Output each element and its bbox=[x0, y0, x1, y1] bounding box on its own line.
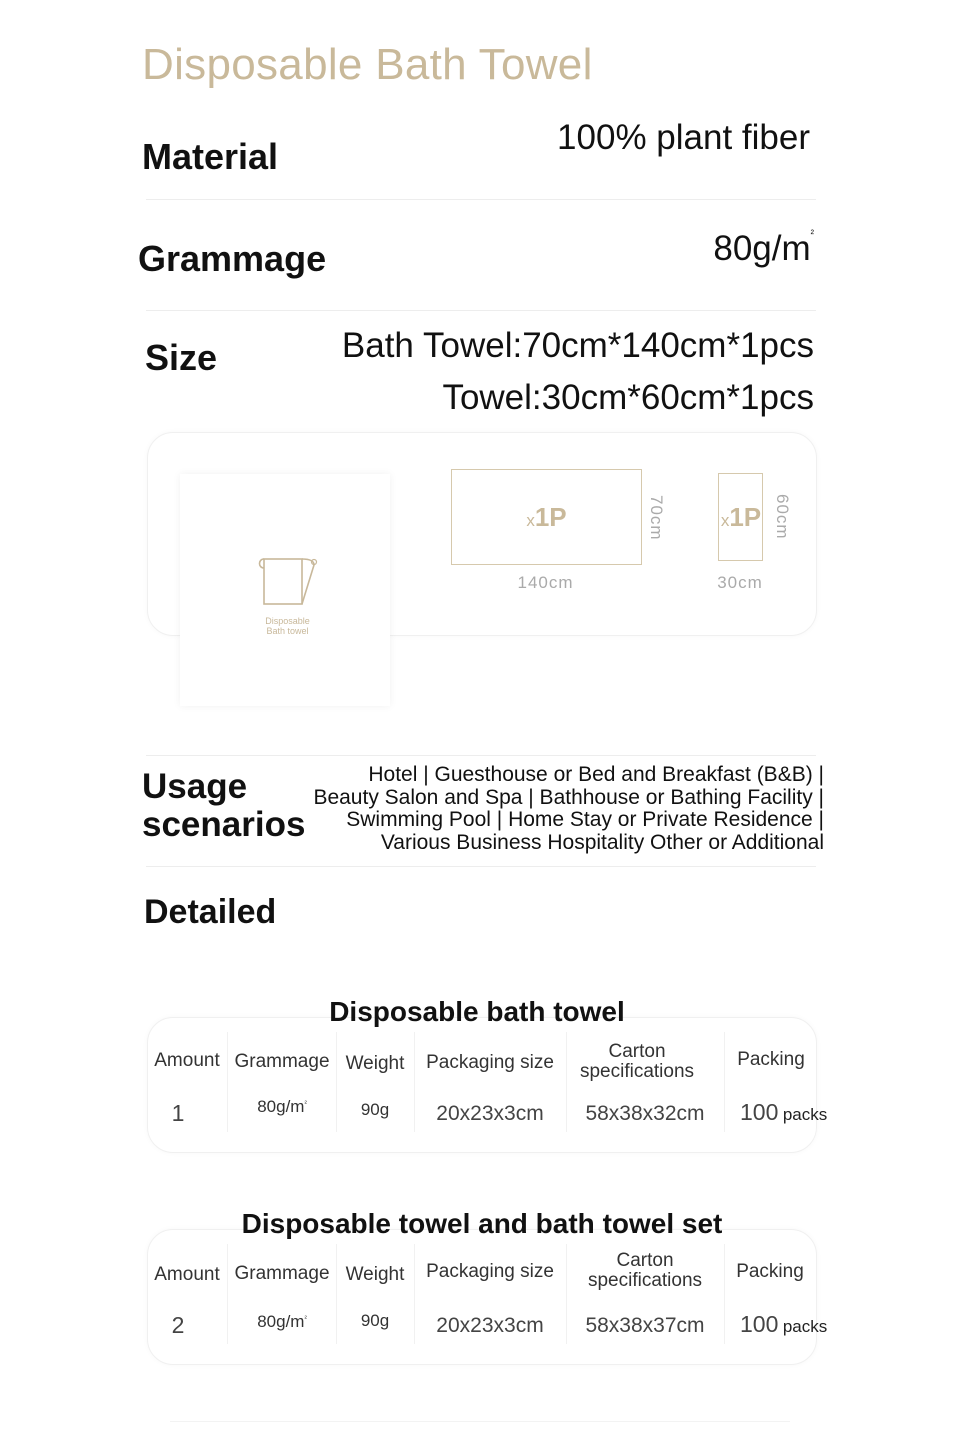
towel-icon bbox=[258, 554, 318, 606]
bath-towel-dimension-box bbox=[451, 469, 642, 565]
grammage-value: $80g/m^{^2}$ bbox=[713, 229, 814, 268]
header-weight: Weight bbox=[345, 1053, 405, 1074]
divider bbox=[146, 755, 816, 756]
package-image bbox=[180, 474, 390, 706]
divider bbox=[146, 866, 816, 867]
cell-packing: 100 packs bbox=[740, 1099, 828, 1125]
divider bbox=[170, 1421, 790, 1422]
table-1-title: Disposable bath towel bbox=[329, 996, 625, 1027]
bath-towel-width-label: 140cm bbox=[517, 573, 574, 592]
towel-height-label: 60cm bbox=[773, 494, 792, 540]
cell-carton: 58x38x32cm bbox=[585, 1102, 705, 1125]
column-separator bbox=[227, 1032, 228, 1132]
header-carton-specifications: Carton specifications bbox=[587, 1250, 703, 1291]
material-value: 100% plant fiber bbox=[557, 118, 810, 157]
spec-table-2 bbox=[147, 1229, 817, 1365]
column-separator bbox=[566, 1244, 567, 1344]
page-title: Disposable Bath Towel bbox=[142, 40, 593, 89]
size-bath-towel: Bath Towel:70cm*140cm*1pcs bbox=[341, 326, 814, 365]
bath-towel-height-label: 70cm bbox=[647, 495, 666, 541]
towel-count-tag: x1P bbox=[720, 502, 762, 532]
divider bbox=[146, 199, 816, 200]
header-grammage: Grammage bbox=[234, 1263, 330, 1284]
cell-amount: 2 bbox=[171, 1312, 185, 1338]
cell-weight: 90g bbox=[360, 1311, 390, 1330]
divider bbox=[146, 310, 816, 311]
cell-weight: 90g bbox=[360, 1100, 390, 1119]
column-separator bbox=[227, 1244, 228, 1344]
cell-grammage: $80g/m^{^2}$ bbox=[257, 1312, 307, 1331]
cell-packaging-size: 20x23x3cm bbox=[436, 1102, 544, 1125]
usage-text: Hotel | Guesthouse or Bed and Breakfast (B&B) | Beauty Salon and Spa | Bathhouse or Bathing Facility | Swimming Pool | Home Stay or Private Residence | Various Business Hospitality Other or Additional bbox=[313, 763, 824, 854]
header-packing: Packing bbox=[736, 1261, 804, 1282]
spec-table-1 bbox=[147, 1017, 817, 1153]
cell-carton: 58x38x37cm bbox=[585, 1314, 705, 1337]
header-weight: Weight bbox=[345, 1264, 405, 1285]
cell-packaging-size: 20x23x3cm bbox=[436, 1314, 544, 1337]
cell-packing: 100 packs bbox=[740, 1311, 828, 1337]
material-label: Material bbox=[142, 136, 279, 177]
size-label: Size bbox=[145, 337, 218, 378]
column-separator bbox=[566, 1032, 567, 1132]
grammage-label: Grammage bbox=[138, 238, 327, 279]
cell-amount: 1 bbox=[171, 1100, 185, 1126]
towel-width-label: 30cm bbox=[717, 573, 763, 592]
package-label: Disposable Bath towel bbox=[265, 616, 310, 636]
bath-towel-count-tag: x1P bbox=[526, 502, 567, 532]
column-separator bbox=[414, 1244, 415, 1344]
cell-grammage: $80g/m^{^2}$ bbox=[257, 1097, 307, 1116]
column-separator bbox=[414, 1032, 415, 1132]
towel-dimension-box bbox=[718, 473, 763, 561]
header-packaging-size: Packaging size bbox=[426, 1261, 554, 1282]
header-packaging-size: Packaging size bbox=[426, 1052, 554, 1073]
header-packing: Packing bbox=[737, 1049, 805, 1070]
header-carton-specifications: Carton specifications bbox=[579, 1041, 695, 1082]
header-grammage: Grammage bbox=[234, 1051, 330, 1072]
usage-label: Usage scenarios bbox=[142, 767, 306, 844]
header-amount: Amount bbox=[154, 1050, 220, 1071]
table-2-title: Disposable towel and bath towel set bbox=[241, 1208, 723, 1239]
size-towel: Towel:30cm*60cm*1pcs bbox=[442, 378, 814, 417]
column-separator bbox=[724, 1032, 725, 1132]
detailed-label: Detailed bbox=[144, 893, 277, 931]
column-separator bbox=[724, 1244, 725, 1344]
header-amount: Amount bbox=[154, 1264, 220, 1285]
